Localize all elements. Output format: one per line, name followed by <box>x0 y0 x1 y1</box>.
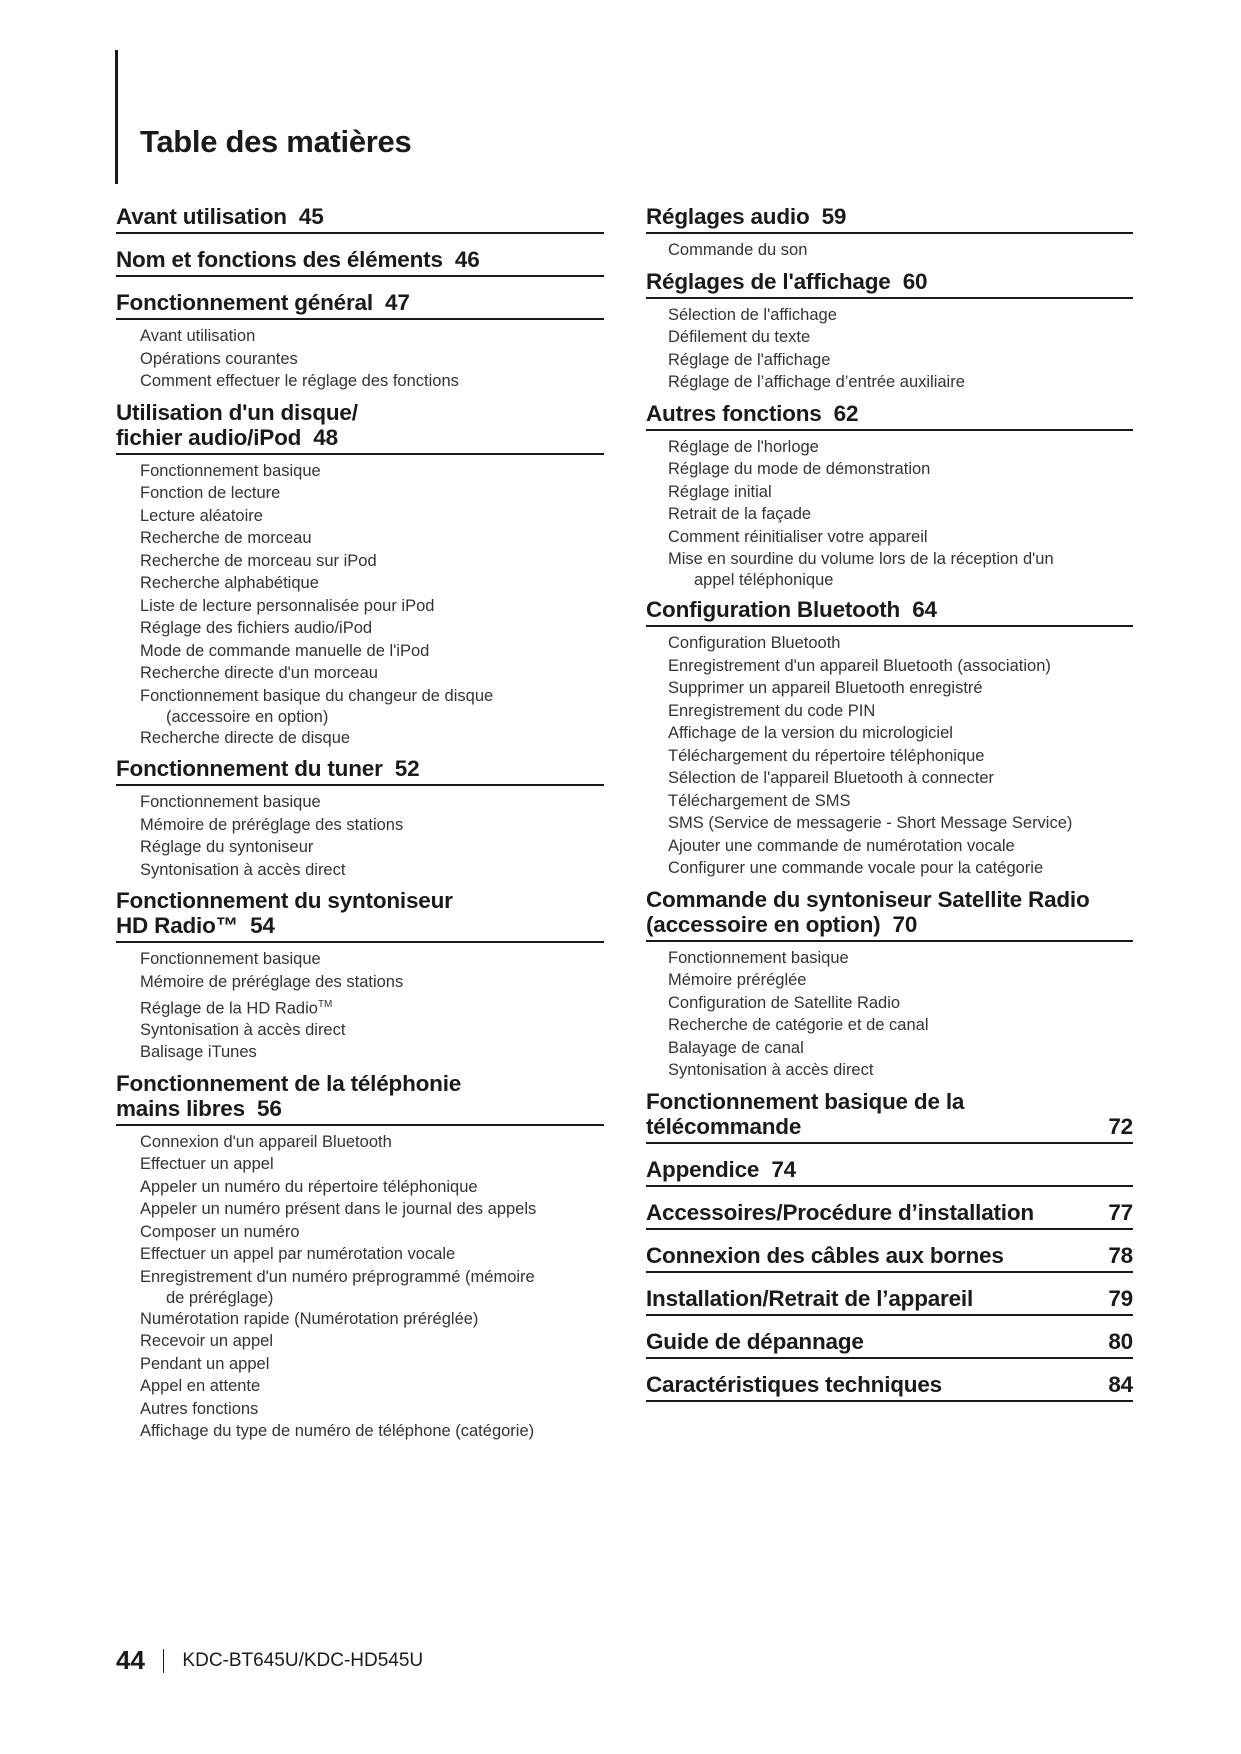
toc-section-heading[interactable] <box>116 400 604 455</box>
toc-item[interactable] <box>668 768 1133 791</box>
toc-item[interactable] <box>668 656 1133 679</box>
toc-item[interactable] <box>140 1354 604 1377</box>
toc-section-title: Fonctionnement de la téléphonie mains libres <box>116 1070 462 1121</box>
toc-section-accessoires-procedure-d-installation <box>646 1200 1133 1230</box>
toc-item-label: Recherche directe de disque <box>140 728 351 747</box>
toc-item[interactable] <box>140 371 604 394</box>
toc-item-label: Défilement du texte <box>668 328 811 346</box>
toc-item-label: Enregistrement d'un numéro préprogrammé (mémoire de préréglage) <box>140 1267 535 1307</box>
toc-left-column <box>116 204 604 1450</box>
footer-model-name: KDC-BT645U/KDC-HD545U <box>182 1649 424 1671</box>
toc-section-title: Appendice <box>646 1156 760 1182</box>
toc-item[interactable] <box>140 483 604 506</box>
toc-item[interactable] <box>668 813 1133 836</box>
toc-section-title: Installation/Retrait de l’appareil <box>646 1285 974 1311</box>
toc-section-title: Commande du syntoniseur Satellite Radio (accessoire en option) <box>646 886 1090 937</box>
toc-section-title: Accessoires/Procédure d’installation <box>646 1199 1034 1225</box>
toc-item[interactable] <box>140 837 604 860</box>
toc-item-label: Réglage de l'horloge <box>668 437 819 456</box>
toc-item-label: Recherche alphabétique <box>140 574 319 592</box>
toc-section-heading[interactable] <box>646 269 1133 299</box>
toc-item-label: Mémoire préréglée <box>668 971 807 989</box>
toc-item-label: Recherche de catégorie et de canal <box>668 1016 929 1034</box>
toc-item[interactable] <box>668 305 1133 328</box>
toc-section-page: 52 <box>394 756 420 781</box>
toc-section-heading[interactable] <box>646 1200 1133 1230</box>
toc-section-page: 46 <box>454 247 480 272</box>
toc-item[interactable] <box>140 972 604 995</box>
toc-item-list <box>116 792 604 882</box>
toc-item[interactable] <box>668 1060 1133 1083</box>
toc-item-label: Appeler un numéro du répertoire téléphonique <box>140 1177 478 1196</box>
toc-section-page: 74 <box>771 1156 796 1182</box>
toc-section-configuration-bluetooth <box>646 597 1133 881</box>
toc-item[interactable] <box>668 240 1133 263</box>
toc-item-label: Réglage de l’affichage d’entrée auxiliaire <box>668 373 965 391</box>
toc-item[interactable] <box>668 327 1133 350</box>
toc-item-label: Comment réinitialiser votre appareil <box>668 527 928 546</box>
toc-item-list <box>116 326 604 394</box>
toc-section-title-group <box>116 247 480 272</box>
toc-section-page: 48 <box>313 424 338 450</box>
toc-item-label: Fonctionnement basique <box>668 948 849 967</box>
footer-separator <box>163 1649 165 1673</box>
toc-item[interactable] <box>140 1399 604 1422</box>
toc-item-list <box>646 240 1133 263</box>
toc-item[interactable] <box>140 994 604 1020</box>
toc-section-heading[interactable] <box>116 1071 604 1126</box>
toc-item[interactable] <box>668 504 1133 527</box>
toc-item[interactable] <box>668 993 1133 1016</box>
toc-item-list <box>646 305 1133 395</box>
toc-section-fonctionnement-de-la-telephonie-mains-li <box>116 1071 604 1444</box>
toc-item[interactable] <box>140 663 604 686</box>
toc-item-label: Fonctionnement basique <box>140 793 321 811</box>
toc-item[interactable] <box>140 1309 604 1332</box>
footer-page-number: 44 <box>116 1645 145 1675</box>
toc-section-page: 54 <box>250 913 275 938</box>
toc-item[interactable] <box>140 1199 604 1222</box>
toc-item-label: Syntonisation à accès direct <box>140 1020 346 1039</box>
toc-item[interactable] <box>140 1244 604 1267</box>
toc-item-label: Appeler un numéro présent dans le journal des appels <box>140 1200 537 1218</box>
toc-item[interactable] <box>668 836 1133 859</box>
toc-item-label: Réglage des fichiers audio/iPod <box>140 619 373 637</box>
toc-item[interactable] <box>668 549 1133 591</box>
toc-section-page: 84 <box>1108 1371 1133 1397</box>
toc-item-label: Commande du son <box>668 241 808 259</box>
toc-item[interactable] <box>140 573 604 596</box>
toc-section-page: 77 <box>1108 1199 1133 1225</box>
toc-item-label: Supprimer un appareil Bluetooth enregistré <box>668 679 983 697</box>
toc-item[interactable] <box>140 528 604 551</box>
toc-section-title-group <box>116 888 453 938</box>
toc-section-page: 59 <box>821 204 847 229</box>
toc-item-label: Liste de lecture personnalisée pour iPod <box>140 596 435 615</box>
toc-item-label: Mémoire de préréglage des stations <box>140 972 404 991</box>
toc-section-title: Fonctionnement du syntoniseur HD Radio™ <box>116 888 453 938</box>
toc-item[interactable] <box>668 350 1133 373</box>
toc-item-label: Configuration Bluetooth <box>668 634 841 652</box>
toc-item-label: Réglage initial <box>668 482 772 501</box>
toc-section-page: 45 <box>298 204 324 229</box>
toc-item[interactable] <box>140 1177 604 1200</box>
toc-section-avant-utilisation <box>116 204 604 234</box>
toc-item[interactable] <box>140 728 604 751</box>
toc-item-label: Retrait de la façade <box>668 505 812 523</box>
toc-item[interactable] <box>668 746 1133 769</box>
toc-section-fonctionnement-du-tuner <box>116 756 604 882</box>
toc-item-label: Téléchargement de SMS <box>668 791 851 810</box>
toc-item-label: Enregistrement du code PIN <box>668 701 876 720</box>
toc-item-label: SMS (Service de messagerie - Short Message Service) <box>668 814 1073 832</box>
toc-item[interactable] <box>140 461 604 484</box>
toc-item-label: Réglage de l'affichage <box>668 350 831 369</box>
toc-item-label: Fonctionnement basique <box>140 461 321 480</box>
toc-section-heading[interactable] <box>646 1329 1133 1359</box>
toc-section-utilisation-d-un-disque-fichier-audio-ip <box>116 400 604 751</box>
toc-item[interactable] <box>668 1015 1133 1038</box>
toc-section-title: Utilisation d'un disque/ fichier audio/iPod <box>116 399 358 450</box>
toc-section-title-group <box>646 204 846 229</box>
toc-section-title: Nom et fonctions des éléments <box>116 247 443 272</box>
toc-item-label: Configuration de Satellite Radio <box>668 993 901 1012</box>
page-title: Table des matières <box>140 124 412 159</box>
toc-item[interactable] <box>140 1154 604 1177</box>
toc-section-heading[interactable] <box>646 1243 1133 1273</box>
toc-section-page: 64 <box>912 597 937 622</box>
toc-item-label: Pendant un appel <box>140 1354 270 1373</box>
toc-item-label: Comment effectuer le réglage des fonctions <box>140 372 459 390</box>
toc-item[interactable] <box>140 1267 604 1309</box>
toc-section-page: 79 <box>1108 1285 1133 1311</box>
toc-item-label: Recherche directe d'un morceau <box>140 664 378 682</box>
toc-section-title: Fonctionnement du tuner <box>116 756 383 781</box>
toc-section-fonctionnement-du-syntoniseur-hd-radio <box>116 888 604 1065</box>
toc-item-list <box>116 1132 604 1444</box>
toc-section-reglages-de-l-affichage <box>646 269 1133 395</box>
toc-section-heading[interactable] <box>116 204 604 234</box>
toc-item-label: Fonctionnement basique <box>140 950 321 968</box>
toc-section-reglages-audio <box>646 204 1133 263</box>
toc-item-label: Composer un numéro <box>140 1222 300 1241</box>
toc-item[interactable] <box>668 970 1133 993</box>
toc-right-column <box>646 204 1133 1415</box>
toc-section-heading[interactable] <box>646 1089 1133 1144</box>
toc-item-label: Appel en attente <box>140 1377 261 1395</box>
toc-item[interactable] <box>140 1421 604 1444</box>
toc-item-label: Recherche de morceau <box>140 529 312 547</box>
toc-section-title-group <box>116 756 419 781</box>
toc-item[interactable] <box>140 596 604 619</box>
toc-item-list <box>116 461 604 751</box>
toc-item-label: Effectuer un appel <box>140 1155 274 1173</box>
toc-section-title: Réglages audio <box>646 204 810 229</box>
toc-section-page: 72 <box>1108 1113 1133 1139</box>
toc-item-list <box>646 437 1133 592</box>
toc-item-label: Balayage de canal <box>668 1038 804 1057</box>
toc-item[interactable] <box>668 372 1133 395</box>
toc-item-label: Balisage iTunes <box>140 1043 257 1061</box>
toc-section-page: 78 <box>1108 1242 1133 1268</box>
toc-item[interactable] <box>668 633 1133 656</box>
toc-item-label: Affichage de la version du micrologiciel <box>668 724 953 742</box>
toc-item-list <box>116 949 604 1065</box>
toc-item[interactable] <box>140 815 604 838</box>
toc-item-label: Sélection de l'appareil Bluetooth à connecter <box>668 769 995 787</box>
toc-item[interactable] <box>140 506 604 529</box>
toc-item[interactable] <box>668 459 1133 482</box>
toc-item[interactable] <box>668 948 1133 971</box>
toc-item-label: Affichage du type de numéro de téléphone (catégorie) <box>140 1422 535 1440</box>
toc-section-heading[interactable] <box>646 887 1133 942</box>
title-accent-bar <box>115 50 118 184</box>
toc-section-heading[interactable] <box>646 1372 1133 1402</box>
toc-item[interactable] <box>140 1020 604 1043</box>
toc-item[interactable] <box>668 858 1133 881</box>
toc-section-heading[interactable] <box>116 247 604 277</box>
toc-section-autres-fonctions <box>646 401 1133 592</box>
toc-section-commande-du-syntoniseur-satellite-radio- <box>646 887 1133 1083</box>
toc-item[interactable] <box>140 686 604 728</box>
toc-section-heading[interactable] <box>646 1286 1133 1316</box>
toc-item-label: Effectuer un appel par numérotation vocale <box>140 1245 456 1263</box>
toc-item-label: Opérations courantes <box>140 349 298 368</box>
toc-item[interactable] <box>668 482 1133 505</box>
toc-section-connexion-des-cables-aux-bornes <box>646 1243 1133 1273</box>
toc-section-nom-et-fonctions-des-elements <box>116 247 604 277</box>
toc-item[interactable] <box>140 1042 604 1065</box>
toc-section-title-group <box>116 400 358 450</box>
toc-item-label: Mise en sourdine du volume lors de la réception d'un appel téléphonique <box>668 550 1054 589</box>
toc-section-page: 56 <box>257 1095 282 1121</box>
toc-item-label: Réglage du syntoniseur <box>140 838 314 856</box>
toc-item-label: Mémoire de préréglage des stations <box>140 815 404 834</box>
toc-item[interactable] <box>668 437 1133 460</box>
toc-section-installation-retrait-de-l-appareil <box>646 1286 1133 1316</box>
toc-item[interactable] <box>140 641 604 664</box>
toc-item[interactable] <box>140 618 604 641</box>
toc-section-heading[interactable] <box>646 401 1133 431</box>
toc-section-heading[interactable] <box>646 597 1133 627</box>
toc-section-heading[interactable] <box>646 1157 1133 1187</box>
toc-section-title: Fonctionnement général <box>116 290 373 315</box>
toc-item[interactable] <box>668 791 1133 814</box>
toc-section-title: Configuration Bluetooth <box>646 597 901 622</box>
toc-item[interactable] <box>140 1376 604 1399</box>
toc-item-label: Avant utilisation <box>140 327 256 345</box>
toc-item-label: Autres fonctions <box>140 1399 259 1418</box>
toc-item[interactable] <box>140 1331 604 1354</box>
toc-item[interactable] <box>668 678 1133 701</box>
toc-section-appendice <box>646 1157 1133 1187</box>
toc-item[interactable] <box>140 1222 604 1245</box>
toc-section-page: 80 <box>1108 1328 1133 1354</box>
toc-section-page: 60 <box>902 268 928 294</box>
toc-section-fonctionnement-general <box>116 290 604 394</box>
toc-section-title-group <box>116 1071 461 1121</box>
toc-section-title-group <box>646 597 937 622</box>
toc-section-title: Connexion des câbles aux bornes <box>646 1242 1004 1268</box>
toc-item-label: Recherche de morceau sur iPod <box>140 551 377 570</box>
toc-section-title: Avant utilisation <box>116 204 287 229</box>
toc-section-heading[interactable] <box>116 888 604 943</box>
toc-item[interactable] <box>140 349 604 372</box>
toc-item[interactable] <box>140 1132 604 1155</box>
toc-item-label: Mode de commande manuelle de l'iPod <box>140 641 430 660</box>
toc-item-label: Connexion d'un appareil Bluetooth <box>140 1132 392 1151</box>
toc-section-title-group <box>646 401 858 426</box>
toc-item[interactable] <box>140 860 604 883</box>
toc-item-list <box>646 633 1133 881</box>
toc-item[interactable] <box>140 792 604 815</box>
toc-item[interactable] <box>668 701 1133 724</box>
toc-item[interactable] <box>140 949 604 972</box>
toc-section-guide-de-depannage <box>646 1329 1133 1359</box>
toc-item-label: Fonction de lecture <box>140 484 281 502</box>
toc-item-label: Configurer une commande vocale pour la catégorie <box>668 859 1044 877</box>
toc-section-page: 70 <box>892 911 918 937</box>
toc-section-heading[interactable] <box>646 204 1133 234</box>
toc-section-title-group <box>116 290 410 315</box>
toc-item-label: Syntonisation à accès direct <box>140 860 346 879</box>
toc-section-title-group <box>646 1157 796 1182</box>
trademark-superscript: TM <box>317 999 333 1010</box>
toc-item-label: Réglage du mode de démonstration <box>668 460 931 478</box>
toc-section-title: Réglages de l'affichage <box>646 268 891 294</box>
toc-item[interactable] <box>668 1038 1133 1061</box>
toc-item-label: Lecture aléatoire <box>140 506 263 525</box>
toc-section-heading[interactable] <box>116 756 604 786</box>
toc-section-caracteristiques-techniques <box>646 1372 1133 1402</box>
toc-item-label: Recevoir un appel <box>140 1332 273 1350</box>
toc-item-label: Sélection de l'affichage <box>668 305 837 324</box>
toc-item[interactable] <box>668 527 1133 550</box>
toc-section-page: 47 <box>385 290 410 315</box>
toc-section-title-group <box>646 887 1090 937</box>
toc-item[interactable] <box>140 326 604 349</box>
toc-section-fonctionnement-basique-de-la-telecommand <box>646 1089 1133 1144</box>
toc-item-label: Numérotation rapide (Numérotation préréglée) <box>140 1309 479 1328</box>
toc-section-title: Fonctionnement basique de la télécommande <box>646 1088 965 1139</box>
toc-item-label: Enregistrement d'un appareil Bluetooth (association) <box>668 656 1051 675</box>
toc-section-title: Autres fonctions <box>646 400 822 426</box>
toc-item[interactable] <box>140 551 604 574</box>
toc-item[interactable] <box>668 723 1133 746</box>
toc-item-label: Téléchargement du répertoire téléphonique <box>668 746 985 765</box>
toc-item-list <box>646 948 1133 1083</box>
toc-section-heading[interactable] <box>116 290 604 320</box>
toc-section-title-group <box>646 269 927 294</box>
toc-item-label: Réglage de la HD Radio <box>140 999 318 1018</box>
toc-section-page: 62 <box>833 400 859 426</box>
toc-section-title-group <box>116 204 324 229</box>
toc-item-label: Ajouter une commande de numérotation vocale <box>668 836 1015 855</box>
toc-item-label: Fonctionnement basique du changeur de disque (accessoire en option) <box>140 686 494 726</box>
toc-section-title: Caractéristiques techniques <box>646 1371 942 1397</box>
toc-item-label: Syntonisation à accès direct <box>668 1061 874 1079</box>
page-footer <box>116 1645 423 1676</box>
toc-section-title: Guide de dépannage <box>646 1328 864 1354</box>
